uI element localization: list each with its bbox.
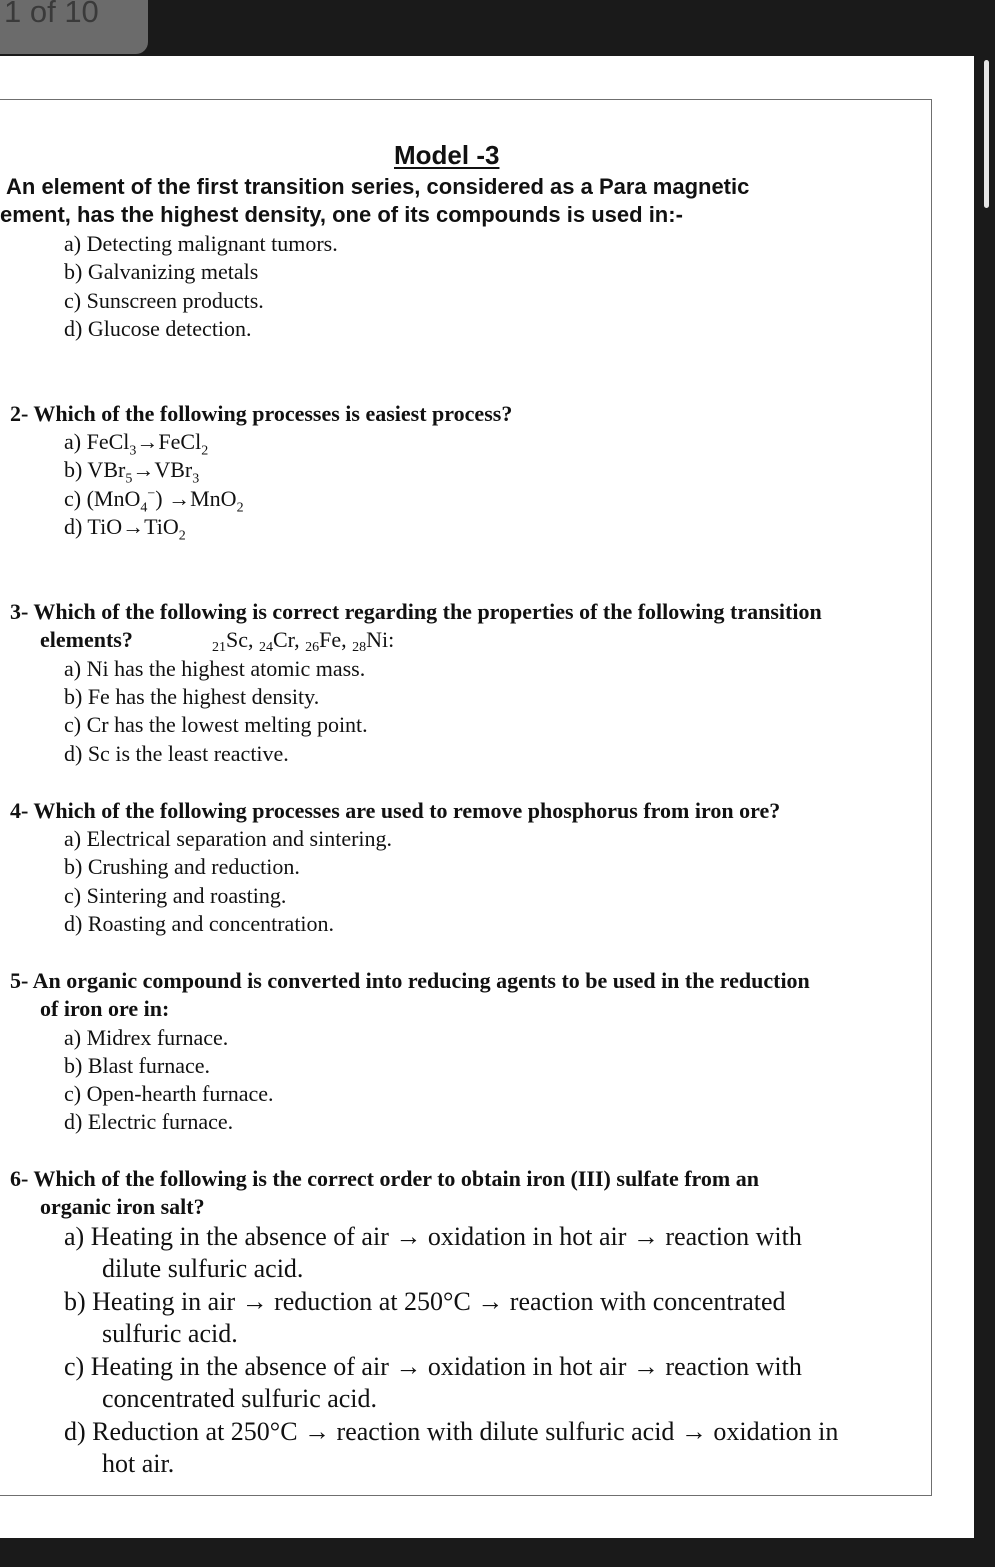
option-a-mid: →FeCl <box>136 429 202 454</box>
question-6-option-d[interactable]: d) Reduction at 250°C → reaction with dilute sulfuric acid → oxidation in <box>64 1417 839 1446</box>
question-3-option-a[interactable]: a) Ni has the highest atomic mass. <box>64 656 366 681</box>
option-b-sub2: 3 <box>192 471 200 487</box>
question-2-option-c[interactable] <box>64 486 244 516</box>
question-1-option-b[interactable]: b) Galvanizing metals <box>64 259 259 284</box>
option-a-sub2: 2 <box>201 443 209 459</box>
element-sc: Sc, <box>226 627 254 652</box>
question-1-stem-line2: ement, has the highest density, one of its compounds is used in:- <box>0 202 683 227</box>
document-page <box>0 56 974 1538</box>
question-4-option-c[interactable]: c) Sintering and roasting. <box>64 883 287 908</box>
option-b-sub1: 5 <box>125 471 133 487</box>
question-2-option-a[interactable] <box>64 429 208 459</box>
scrollbar-thumb[interactable] <box>984 60 989 208</box>
page-indicator <box>0 0 148 54</box>
element-ni: Ni: <box>366 627 395 652</box>
question-6-stem-line2: organic iron salt? <box>40 1194 205 1219</box>
question-6-option-c-cont[interactable]: concentrated sulfuric acid. <box>102 1384 378 1413</box>
element-ni-z: 28 <box>352 640 367 655</box>
page-indicator-label: 1 of 10 <box>4 0 99 29</box>
element-cr-z: 24 <box>259 640 273 655</box>
option-c-mid: ) →MnO <box>155 486 237 511</box>
question-3-stem-line1: 3- Which of the following is correct regarding the properties of the following transition <box>10 599 822 624</box>
option-d-sub1: 2 <box>178 528 186 544</box>
element-sc-z: 21 <box>212 640 226 655</box>
question-4-option-a[interactable]: a) Electrical separation and sintering. <box>64 826 393 851</box>
question-2-option-d[interactable] <box>64 514 186 544</box>
option-a-text: a) FeCl <box>64 429 130 454</box>
question-6-option-d-cont[interactable]: hot air. <box>102 1449 175 1478</box>
question-4-stem: 4- Which of the following processes are used to remove phosphorus from iron ore? <box>10 798 781 823</box>
option-c-sub1: 4 <box>140 500 148 516</box>
question-3-elements <box>212 627 394 653</box>
question-2-option-b[interactable] <box>64 457 199 487</box>
question-1-option-c[interactable]: c) Sunscreen products. <box>64 288 264 313</box>
question-1-stem-line1: An element of the first transition series, considered as a Para magnetic <box>6 174 750 199</box>
option-b-mid: →VBr <box>132 457 193 482</box>
page-title: Model -3 <box>394 140 500 170</box>
question-5-option-c[interactable]: c) Open-hearth furnace. <box>64 1081 274 1106</box>
option-a-sub1: 3 <box>129 443 137 459</box>
option-c-text: c) (MnO <box>64 486 141 511</box>
element-fe-z: 26 <box>305 640 320 655</box>
element-fe: Fe, <box>319 627 347 652</box>
question-5-option-a[interactable]: a) Midrex furnace. <box>64 1025 229 1050</box>
question-3-option-d[interactable]: d) Sc is the least reactive. <box>64 741 289 766</box>
question-1-option-a[interactable]: a) Detecting malignant tumors. <box>64 231 338 256</box>
question-5-stem-line1: 5- An organic compound is converted into reducing agents to be used in the reduction <box>10 968 810 993</box>
question-6-option-a[interactable]: a) Heating in the absence of air → oxidation in hot air → reaction with <box>64 1222 802 1251</box>
question-5-option-b[interactable]: b) Blast furnace. <box>64 1053 210 1078</box>
question-1-option-d[interactable]: d) Glucose detection. <box>64 316 252 341</box>
question-3-option-c[interactable]: c) Cr has the lowest melting point. <box>64 712 368 737</box>
option-d-text: d) TiO→TiO <box>64 514 179 539</box>
option-c-charge: − <box>147 486 156 502</box>
element-cr: Cr, <box>273 627 300 652</box>
question-5-stem-line2: of iron ore in: <box>40 996 170 1021</box>
question-2-stem: 2- Which of the following processes is easiest process? <box>10 401 513 426</box>
question-4-option-d[interactable]: d) Roasting and concentration. <box>64 911 335 936</box>
question-6-stem-line1: 6- Which of the following is the correct order to obtain iron (III) sulfate from an <box>10 1166 759 1191</box>
question-3-option-b[interactable]: b) Fe has the highest density. <box>64 684 320 709</box>
question-3-stem-line2: elements? <box>40 627 133 652</box>
question-6-option-c[interactable]: c) Heating in the absence of air → oxidation in hot air → reaction with <box>64 1352 802 1381</box>
question-6-option-b[interactable]: b) Heating in air → reduction at 250°C → reaction with concentrated <box>64 1287 786 1316</box>
option-c-sub2: 2 <box>236 500 244 516</box>
question-4-option-b[interactable]: b) Crushing and reduction. <box>64 854 300 879</box>
question-6-option-a-cont[interactable]: dilute sulfuric acid. <box>102 1254 304 1283</box>
question-6-option-b-cont[interactable]: sulfuric acid. <box>102 1319 238 1348</box>
question-5-option-d[interactable]: d) Electric furnace. <box>64 1109 234 1134</box>
option-b-text: b) VBr <box>64 457 126 482</box>
